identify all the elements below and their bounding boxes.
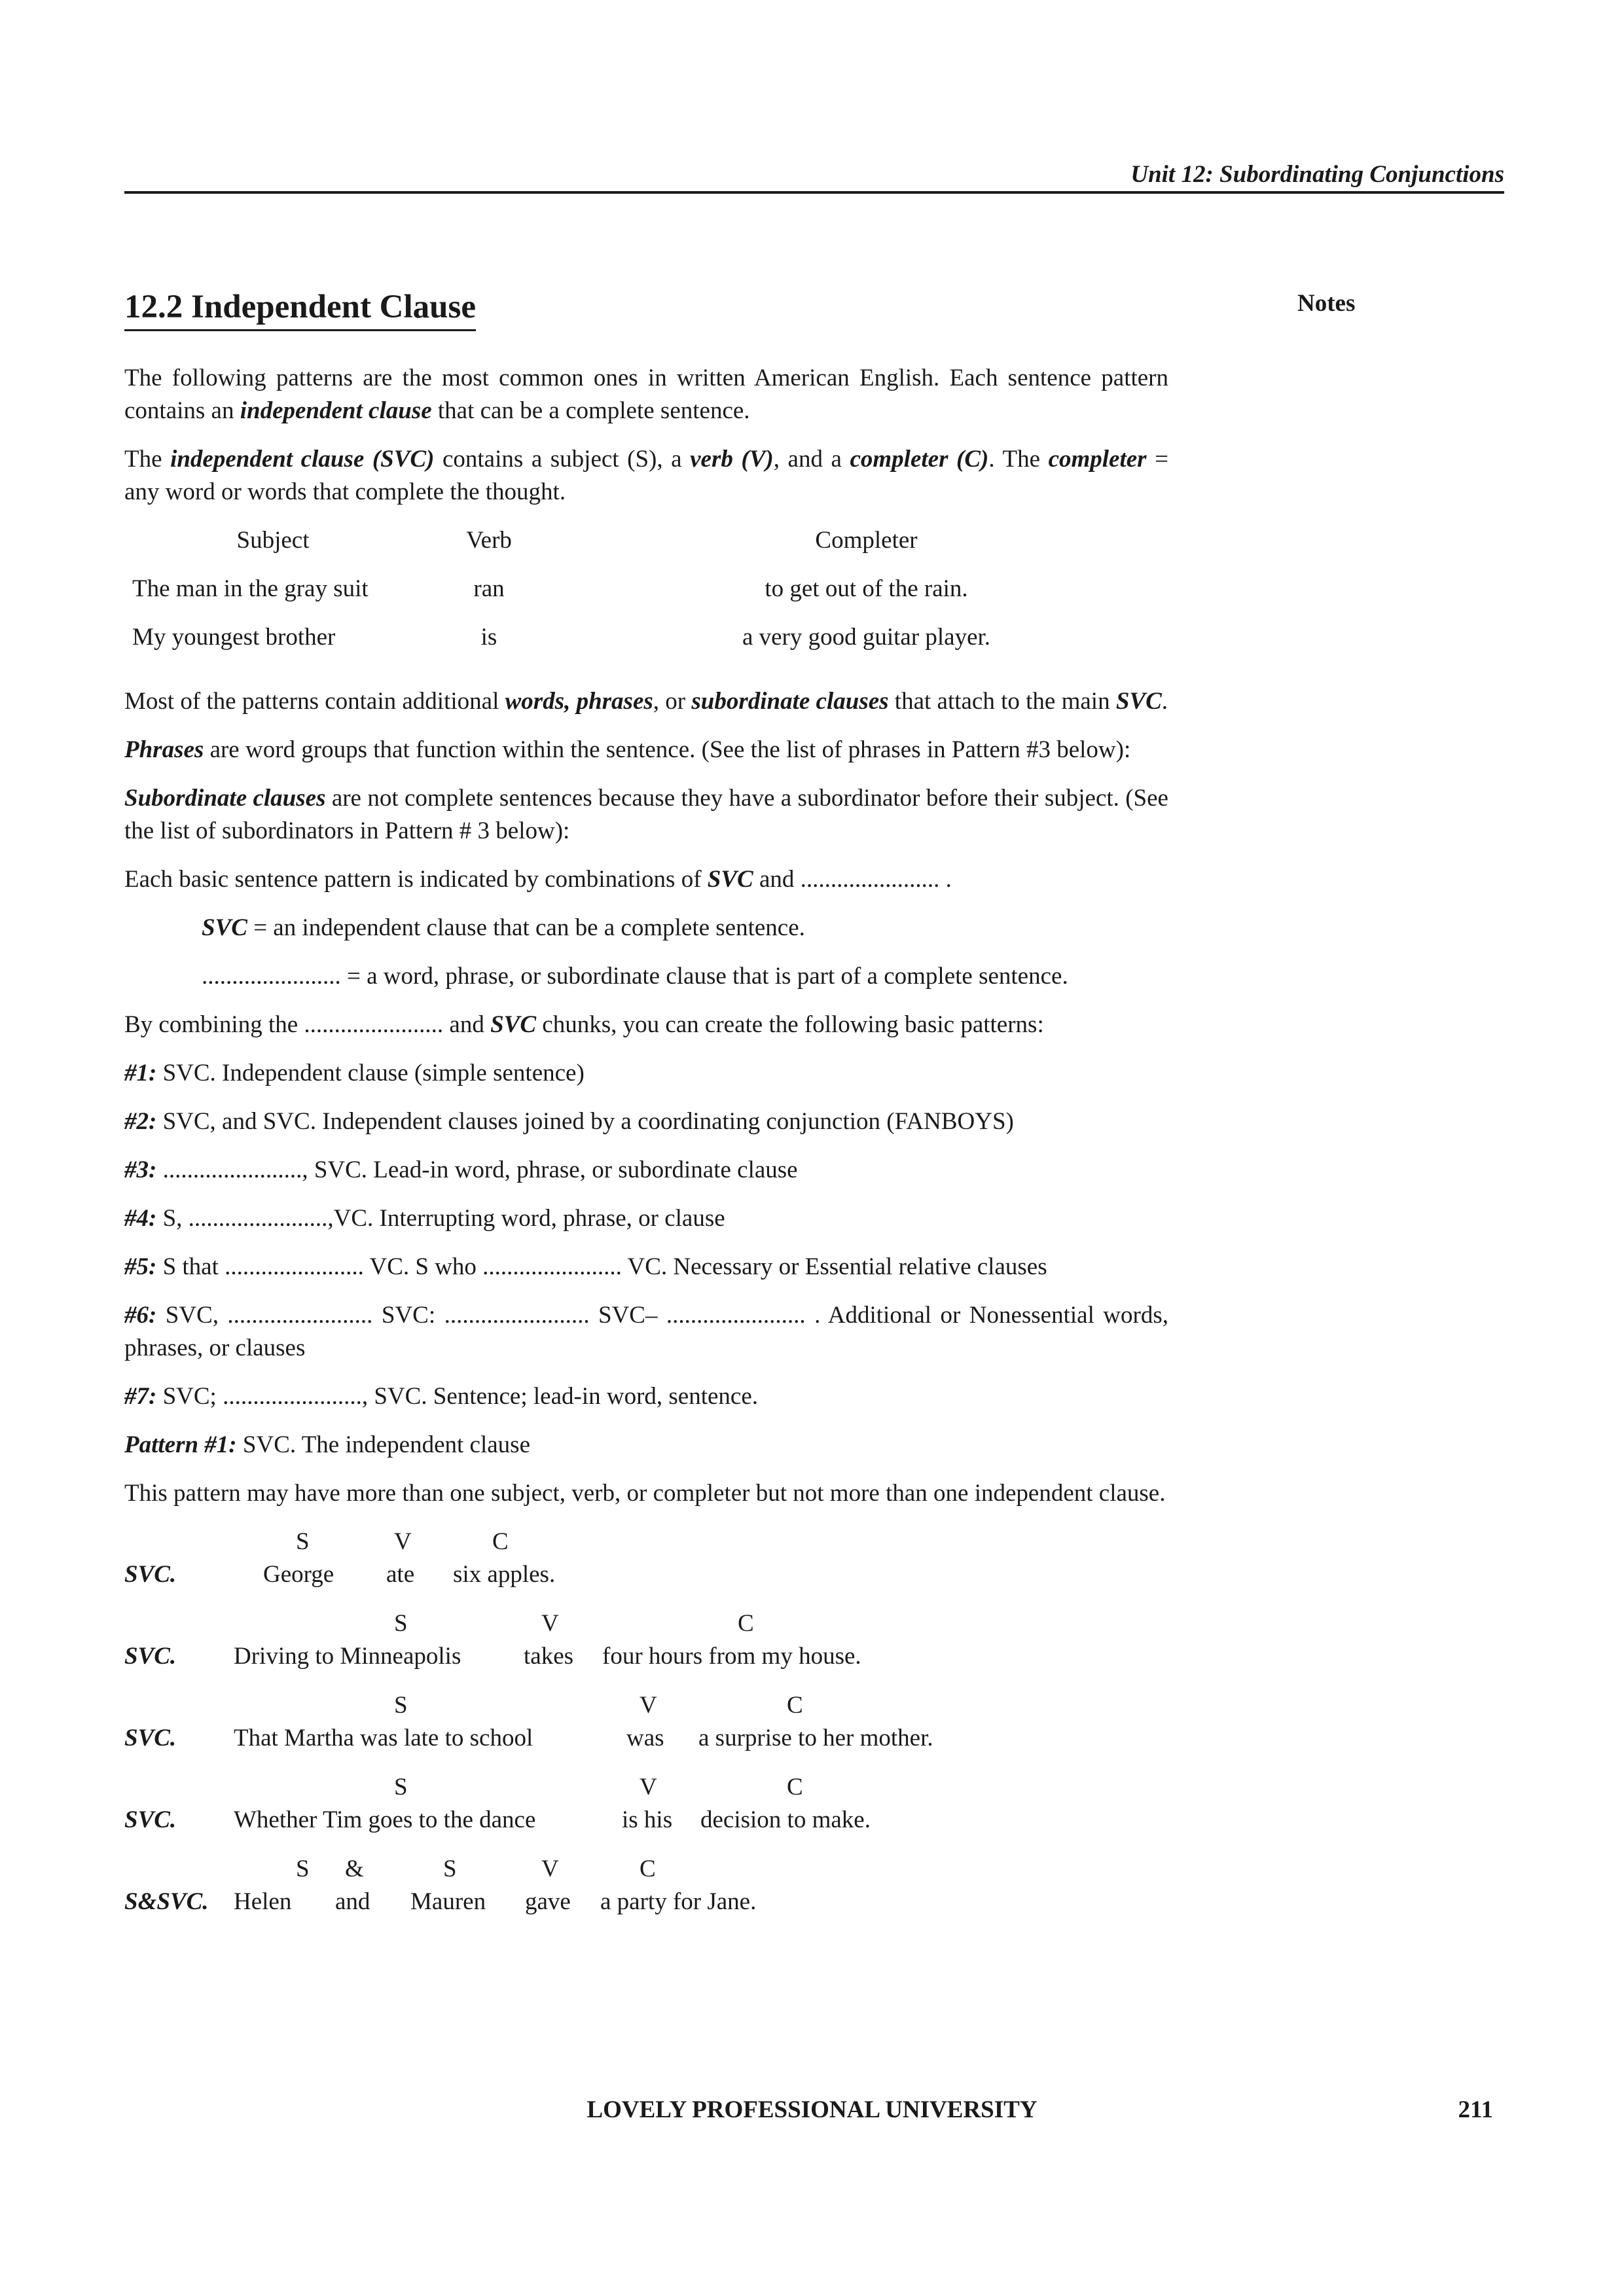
pattern-text: SVC, ........................ SVC: ........................ SVC– ....................... . Additional or Nonessential words, phrases, or clauses	[124, 1302, 1168, 1361]
emphasis: SVC	[490, 1011, 537, 1038]
pattern-number: #3:	[124, 1157, 157, 1183]
header-rule	[124, 191, 1504, 194]
example-completer: a party for Jane.	[600, 1888, 757, 1915]
example-subject: George	[263, 1561, 334, 1588]
example-label: S&SVC.	[124, 1888, 209, 1915]
table-cell: to get out of the rain.	[765, 575, 968, 602]
pattern-item	[124, 1299, 1168, 1365]
example-label: SVC.	[124, 1561, 177, 1588]
marker-c: C	[492, 1528, 509, 1555]
example-label: SVC.	[124, 1643, 177, 1670]
table-cell: ran	[473, 575, 505, 602]
svc-example	[124, 1853, 1168, 1935]
pattern-number: #4:	[124, 1205, 157, 1232]
svc-example-table	[124, 524, 1168, 670]
marker-c: C	[738, 1610, 754, 1637]
example-completer: four hours from my house.	[602, 1643, 861, 1670]
text: By combining the ....................... and	[124, 1011, 491, 1038]
svc-example	[124, 1771, 1168, 1853]
marker-c: C	[787, 1774, 803, 1801]
pattern-text: S, .......................,VC. Interrupting word, phrase, or clause	[156, 1205, 725, 1232]
section-title: 12.2 Independent Clause	[124, 288, 476, 331]
pattern-item	[124, 1057, 1168, 1090]
example-completer: decision to make.	[700, 1806, 871, 1833]
text: are word groups that function within the sentence. (See the list of phrases in Pattern #3 below):	[204, 736, 1131, 763]
emphasis: Subordinate clauses	[124, 785, 326, 812]
text: and ....................... .	[753, 866, 952, 893]
text: = any word or words that complete the thought.	[124, 446, 1168, 505]
example-verb: was	[626, 1725, 664, 1751]
paragraph	[124, 443, 1168, 509]
marker-s: S	[443, 1856, 457, 1882]
emphasis: independent clause	[240, 397, 432, 424]
text: are not complete sentences because they have a subordinator before their subject. (See the list of subordinators in Pattern # 3 below):	[124, 785, 1168, 844]
table-row	[124, 621, 1168, 670]
marker-s: S	[394, 1610, 408, 1637]
text: The following patterns are the most common ones in written American English. Each sentence pattern contains an	[124, 365, 1168, 424]
paragraph	[124, 863, 1168, 896]
text: that can be a complete sentence.	[431, 397, 750, 424]
table-cell: The man in the gray suit	[132, 575, 369, 602]
marker-c: C	[640, 1856, 656, 1882]
paragraph	[124, 685, 1168, 718]
marker-s: S	[296, 1856, 310, 1882]
notes-label: Notes	[1297, 290, 1356, 317]
marker-s: S	[394, 1774, 408, 1801]
emphasis: completer	[1048, 446, 1147, 473]
text: Most of the patterns contain additional	[124, 688, 505, 715]
marker-v: V	[541, 1856, 559, 1882]
svc-example	[124, 1526, 1168, 1607]
running-header: Unit 12: Subordinating Conjunctions	[1130, 161, 1504, 188]
marker-s: S	[394, 1692, 408, 1719]
example-label: SVC.	[124, 1725, 177, 1751]
table-header: Subject	[236, 527, 310, 554]
pattern-text: SVC, and SVC. Independent clauses joined by a coordinating conjunction (FANBOYS)	[156, 1108, 1014, 1135]
text: . The	[988, 446, 1049, 473]
example-subject: Driving to Minneapolis	[234, 1643, 461, 1670]
paragraph: This pattern may have more than one subject, verb, or completer but not more than one independent clause.	[124, 1480, 1166, 1507]
table-header: Verb	[466, 527, 512, 554]
pattern-number: #5:	[124, 1253, 157, 1280]
example-verb: takes	[524, 1643, 574, 1670]
pattern-number: #7:	[124, 1383, 157, 1410]
emphasis: SVC	[1115, 688, 1162, 715]
text: , and a	[773, 446, 850, 473]
marker-v: V	[541, 1610, 559, 1637]
pattern-text: SVC. Independent clause (simple sentence)	[156, 1060, 585, 1086]
paragraph	[124, 782, 1168, 848]
example-verb: is his	[622, 1806, 673, 1833]
pattern-number: #1:	[124, 1060, 157, 1086]
text: that attach to the main	[888, 688, 1116, 715]
text: SVC. The independent clause	[236, 1431, 530, 1458]
example-label: SVC.	[124, 1806, 177, 1833]
emphasis: completer (C)	[850, 446, 989, 473]
paragraph	[124, 1009, 1168, 1041]
definition	[124, 960, 1168, 993]
emphasis: verb (V)	[690, 446, 774, 473]
definition	[124, 912, 1168, 944]
svc-example	[124, 1689, 1168, 1771]
emphasis: subordinate clauses	[691, 688, 889, 715]
pattern-text: SVC; ......................., SVC. Sentence; lead-in word, sentence.	[156, 1383, 759, 1410]
text: The	[124, 446, 171, 473]
example-conjunction: and	[335, 1888, 370, 1915]
example-verb: ate	[386, 1561, 415, 1588]
example-subject: Helen	[234, 1888, 292, 1915]
body-text	[124, 362, 1168, 1935]
table-cell: a very good guitar player.	[742, 624, 991, 651]
marker-and: &	[345, 1856, 364, 1882]
example-subject: Whether Tim goes to the dance	[234, 1806, 536, 1833]
paragraph	[124, 362, 1168, 427]
pattern-number: #2:	[124, 1108, 157, 1135]
page-number: 211	[1458, 2096, 1493, 2123]
pattern-item	[124, 1251, 1168, 1283]
emphasis: SVC	[707, 866, 753, 893]
marker-v: V	[640, 1774, 657, 1801]
marker-c: C	[787, 1692, 803, 1719]
example-verb: gave	[525, 1888, 571, 1915]
marker-s: S	[296, 1528, 310, 1555]
pattern-text: ......................., SVC. Lead-in word, phrase, or subordinate clause	[156, 1157, 798, 1183]
text: chunks, you can create the following basic patterns:	[536, 1011, 1044, 1038]
marker-v: V	[394, 1528, 412, 1555]
table-header: Completer	[815, 527, 918, 554]
emphasis: words, phrases	[505, 688, 653, 715]
table-cell: is	[480, 624, 497, 651]
svc-example	[124, 1607, 1168, 1689]
emphasis: SVC	[202, 914, 247, 941]
pattern-item	[124, 1380, 1168, 1413]
table-header-row	[124, 524, 1168, 573]
text: Each basic sentence pattern is indicated by combinations of	[124, 866, 708, 893]
text: contains a subject (S), a	[434, 446, 691, 473]
emphasis: Phrases	[124, 736, 204, 763]
emphasis: Pattern #1:	[124, 1431, 237, 1458]
pattern-item	[124, 1154, 1168, 1187]
text: = an independent clause that can be a complete sentence.	[247, 914, 805, 941]
example-completer: a surprise to her mother.	[698, 1725, 933, 1751]
emphasis: independent clause (SVC)	[170, 446, 435, 473]
pattern-item	[124, 1105, 1168, 1138]
text: ....................... = a word, phrase, or subordinate clause that is part of a complete sentence.	[202, 963, 1068, 990]
marker-v: V	[640, 1692, 657, 1719]
table-row	[124, 573, 1168, 621]
pattern-heading	[124, 1429, 1168, 1462]
pattern-item	[124, 1202, 1168, 1235]
table-cell: My youngest brother	[132, 624, 336, 651]
text: .	[1161, 688, 1168, 715]
pattern-number: #6:	[124, 1302, 157, 1329]
pattern-text: S that ....................... VC. S who ....................... VC. Necessary or Essential relative clauses	[156, 1253, 1047, 1280]
example-subject: That Martha was late to school	[234, 1725, 533, 1751]
example-completer: six apples.	[453, 1561, 556, 1588]
example-subject: Mauren	[410, 1888, 486, 1915]
paragraph	[124, 734, 1168, 766]
footer-university: LOVELY PROFESSIONAL UNIVERSITY	[586, 2096, 1038, 2123]
text: , or	[653, 688, 692, 715]
